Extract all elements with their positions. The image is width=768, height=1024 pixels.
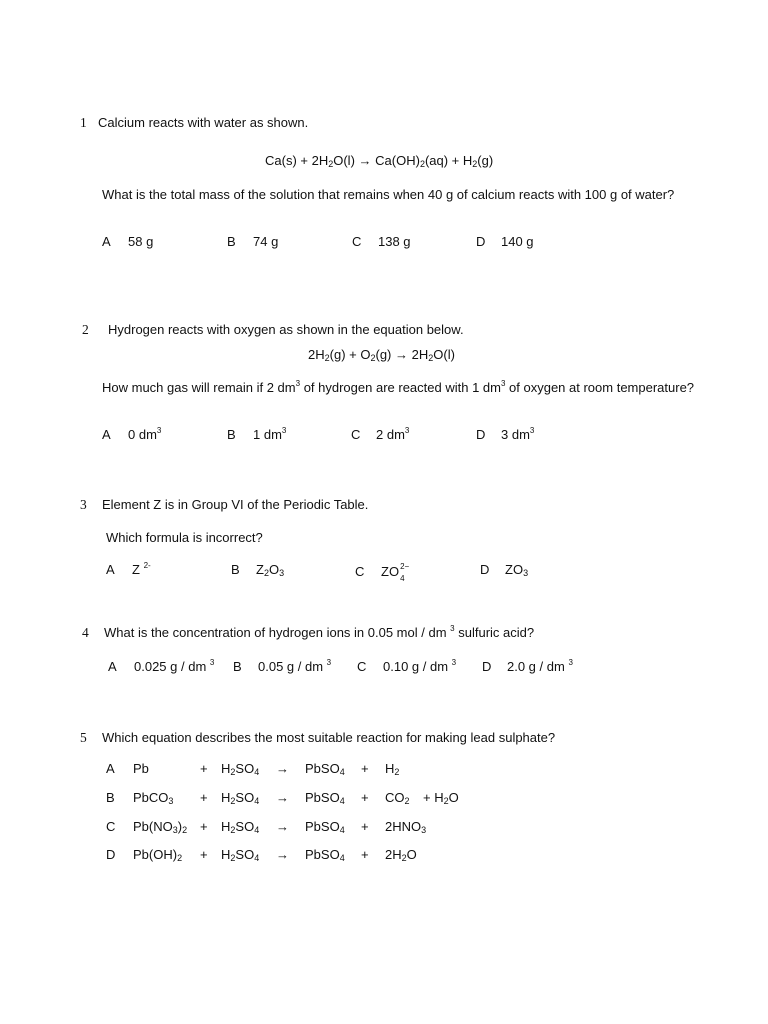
option-text: 138 g	[378, 234, 411, 249]
acid: $H_2SO_4$	[221, 790, 260, 806]
option-letter: A	[102, 427, 111, 442]
option-letter: A	[106, 761, 115, 776]
option-letter: B	[231, 562, 240, 577]
option-text: 1 $dm^3$	[253, 426, 287, 442]
question-number: 2	[82, 322, 89, 337]
product: $CO_2$	[385, 790, 410, 806]
option-text: 3 $dm^3$	[501, 426, 535, 442]
option-letter: B	[106, 790, 115, 805]
option-text: 2 $dm^3$	[376, 426, 410, 442]
arrow: →	[276, 761, 289, 776]
option-text: 58 g	[128, 234, 154, 249]
option-letter: A	[108, 659, 117, 674]
arrow: →	[276, 790, 289, 805]
option-letter: D	[106, 847, 116, 862]
question-number: 3	[80, 497, 87, 512]
option-letter: B	[227, 427, 236, 442]
reactant: Pb	[133, 761, 149, 776]
chemical-equation: $2H_2(g) + O_2(g) \to 2H_2O(l)$	[308, 347, 455, 363]
product: $2H_2O$	[385, 847, 417, 863]
option-letter: C	[355, 564, 365, 579]
option-letter: D	[480, 562, 490, 577]
question-stem: Calcium reacts with water as shown.	[98, 115, 309, 130]
option-text: 0 $dm^3$	[128, 426, 162, 442]
option-text: $ZO_3$	[505, 562, 529, 578]
plus-sign: +	[200, 847, 208, 862]
option-text: 0.025 g / dm $^3$	[134, 658, 215, 674]
acid: $H_2SO_4$	[221, 819, 260, 835]
option-letter: A	[106, 562, 115, 577]
option-letter: C	[357, 659, 367, 674]
option-letter: B	[227, 234, 236, 249]
option-letter: C	[352, 234, 362, 249]
salt: PbSO$_4$	[305, 819, 345, 835]
option-letter: D	[476, 234, 486, 249]
plus-sign: +	[200, 790, 208, 805]
extra-product: + $H_2O$	[423, 790, 459, 806]
question-text: Which formula is incorrect?	[106, 530, 263, 545]
option-text: 2.0 g / dm $^3$	[507, 658, 573, 674]
question-number: 5	[80, 730, 87, 745]
plus-sign: +	[361, 790, 369, 805]
plus-sign: +	[361, 761, 369, 776]
question-text: What is the total mass of the solution that remains when 40 g of calcium reacts with 100 g of water?	[102, 187, 675, 202]
option-text: 140 g	[501, 234, 534, 249]
option-letter: C	[106, 819, 116, 834]
question-number: 1	[80, 115, 87, 130]
reactant: $Pb(NO_3)_2$	[133, 819, 188, 835]
product: $2HNO_3$	[385, 819, 427, 835]
option-letter: C	[351, 427, 361, 442]
plus-sign: +	[361, 819, 369, 834]
question-stem: Hydrogen reacts with oxygen as shown in the equation below.	[108, 322, 464, 337]
option-text: $Z_2O_3$	[256, 562, 285, 578]
chemical-equation: $Ca(s) + 2H_2O(l) \to Ca(OH)_2(aq) + H_2(g)$	[265, 153, 494, 169]
product: $H_2$	[385, 761, 400, 777]
question-number: 4	[82, 625, 89, 640]
option-letter: D	[482, 659, 492, 674]
option-letter: D	[476, 427, 486, 442]
question-stem: What is the concentration of hydrogen ions in 0.05 mol / dm $^3$ sulfuric acid?	[104, 624, 535, 640]
arrow: →	[276, 847, 289, 862]
reactant: PbCO$_3$	[133, 790, 174, 806]
acid: $H_2SO_4$	[221, 761, 260, 777]
question-stem: Which equation describes the most suitable reaction for making lead sulphate?	[102, 730, 556, 745]
salt: PbSO$_4$	[305, 790, 345, 806]
option-letter: B	[233, 659, 242, 674]
question-text: How much gas will remain if 2 $dm^3$ of hydrogen are reacted with 1 $dm^3$ of oxygen at room temperature?	[102, 379, 695, 395]
option-text: Z $^{2-}$	[132, 561, 151, 577]
plus-sign: +	[200, 761, 208, 776]
salt: PbSO$_4$	[305, 847, 345, 863]
option-text: 0.10 g / dm $^3$	[383, 658, 457, 674]
question-stem: Element Z is in Group VI of the Periodic Table.	[102, 497, 369, 512]
plus-sign: +	[200, 819, 208, 834]
reactant: $Pb(OH)_2$	[133, 847, 183, 863]
option-letter: A	[102, 234, 111, 249]
arrow: →	[276, 819, 289, 834]
option-text: 74 g	[253, 234, 279, 249]
plus-sign: +	[361, 847, 369, 862]
option-text: 0.05 g / dm $^3$	[258, 658, 332, 674]
option-text: ZO 2− 4	[381, 561, 410, 583]
acid: $H_2SO_4$	[221, 847, 260, 863]
salt: PbSO$_4$	[305, 761, 345, 777]
